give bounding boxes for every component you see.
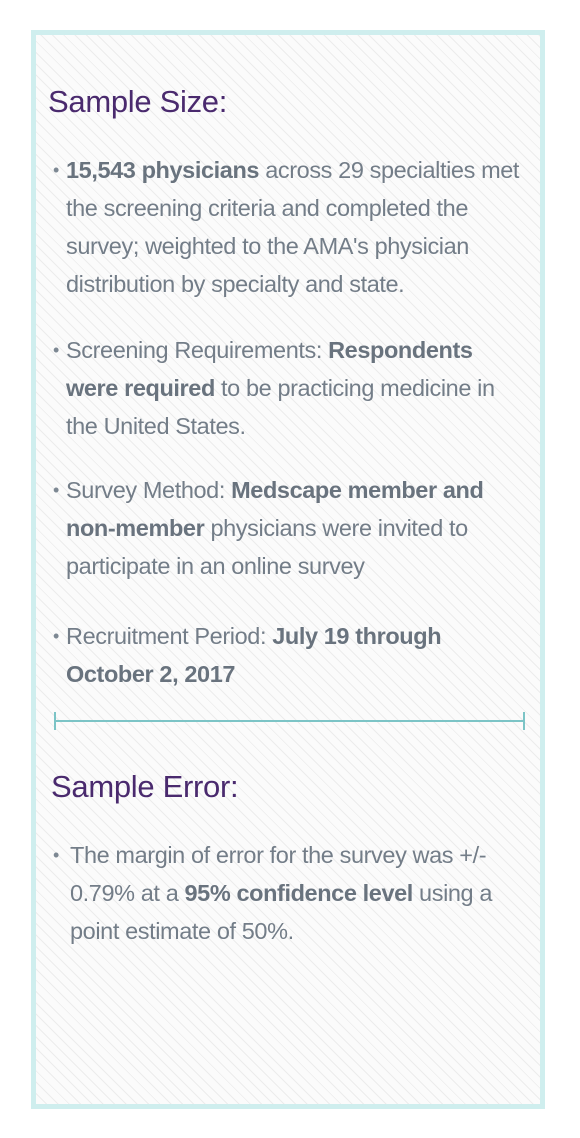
sample-size-bullet-recruitment	[53, 617, 486, 693]
divider-left-cap	[54, 712, 56, 730]
error-text-after: using a point estimate of 50%.	[70, 880, 493, 944]
recruitment-dates: July 19 through October 2, 2017	[66, 623, 442, 687]
section-divider	[54, 712, 525, 730]
screening-text: to be practicing medicine in the United States.	[66, 375, 495, 439]
bullet-dot: •	[53, 626, 59, 646]
screening-label: Screening Requirements:	[66, 337, 329, 363]
bullet-dot: •	[53, 340, 59, 360]
divider-right-cap	[523, 712, 525, 730]
method-text: physicians were invited to participate in an online survey	[66, 515, 468, 579]
bullet-dot: •	[53, 845, 59, 865]
sample-size-bullet-screening	[53, 331, 496, 445]
bullet-dot: •	[53, 160, 59, 180]
error-text-before: The margin of error for the survey was +/- 0.79% at a	[70, 842, 487, 906]
physician-count-description: across 29 specialties met the screening criteria and completed the survey; weighted to the AMA's physician distribution by specialty and state.	[66, 157, 520, 297]
confidence-level: 95% confidence level	[184, 880, 413, 906]
sample-size-bullet-method	[53, 471, 496, 585]
screening-emphasis: Respondents were required	[66, 337, 473, 401]
bullet-dot: •	[53, 480, 59, 500]
divider-line	[54, 720, 525, 722]
sample-error-heading: Sample Error:	[51, 769, 239, 804]
sample-error-bullet	[53, 836, 526, 950]
method-emphasis: Medscape member and non-member	[66, 477, 484, 541]
sample-size-bullet-physicians	[53, 151, 536, 303]
method-label: Survey Method:	[66, 477, 232, 503]
sample-size-heading: Sample Size:	[48, 84, 228, 119]
recruitment-label: Recruitment Period:	[66, 623, 273, 649]
physician-count: 15,543 physicians	[66, 157, 260, 183]
